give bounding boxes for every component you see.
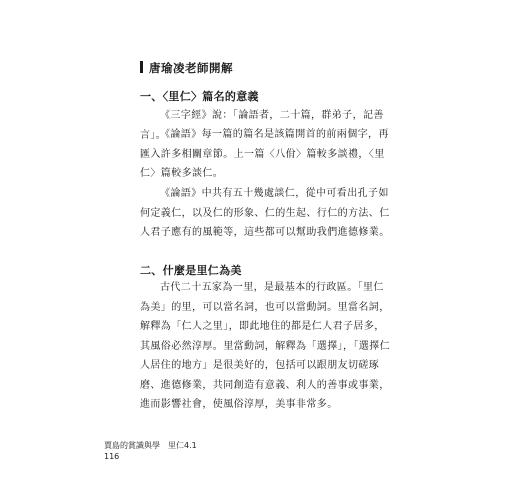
- page-number: 116: [104, 452, 120, 461]
- running-footer-title: 賈島的賞識與學 里仁4.1: [104, 441, 197, 450]
- page-heading: [140, 60, 233, 76]
- section-2-paragraph-1: 古代二十五家為一里，是最基本的行政區。「里仁為美」的里，可以當名詞，也可以當動詞。里當名詞，解釋為「仁人之里」，即此地住的都是仁人君子居多，其風俗必然淳厚。里當動詞，解釋為「選擇」，「選擇仁人居住的地方」是很美好的，包括可以跟朋友切磋琢磨、進德修業，共同創造有意義、利人的善事或事業，進而影響社會，使風俗淳厚，美事非常多。: [140, 282, 390, 410]
- section-1-paragraph-1: 《三字經》說：「論語者，二十篇，群弟子，記善言」。: [140, 110, 384, 141]
- section-1-paragraph-2: 《論語》每一篇的篇名是該篇開首的前兩個字，再匯入許多相關章節。上一篇〈八佾〉篇較多談禮，〈里仁〉篇較多談仁。: [140, 129, 389, 179]
- section-1-title: 一、〈里仁〉篇名的意義: [140, 90, 259, 103]
- section-1-paragraph-3: 《論語》中共有五十幾處談仁，從中可看出孔子如何定義仁，以及仁的形象、仁的生起、行仁的方法、仁人君子應有的風範等，這些都可以幫助我們進德修業。: [140, 188, 390, 238]
- heading-marker: [140, 61, 143, 73]
- heading-text: 唐瑜凌老師開解: [149, 61, 233, 75]
- section-2-title: 二、什麼是里仁為美: [140, 264, 242, 277]
